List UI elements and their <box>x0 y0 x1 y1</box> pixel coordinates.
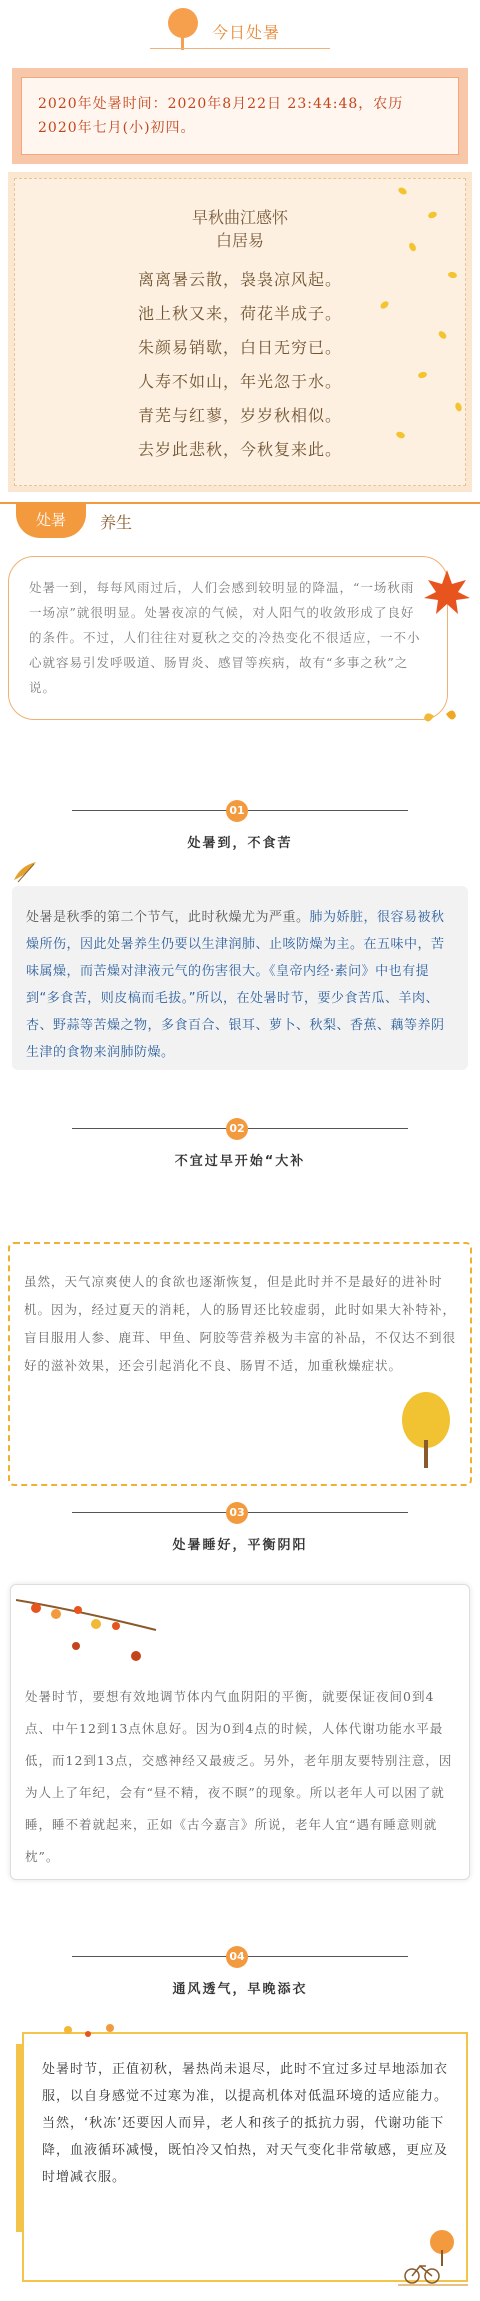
heading-line <box>72 1956 232 1957</box>
item-title: 处暑睡好，平衡阴阳 <box>172 1538 308 1553</box>
header-divider <box>150 48 330 49</box>
heading-line <box>72 1128 232 1129</box>
item-number-badge: 02 <box>226 1118 248 1140</box>
heading-line <box>248 1956 408 1957</box>
poem-line: 池上秋又来，荷花半成子。 <box>137 304 342 323</box>
intro-paragraph: 处暑一到，每每风雨过后，人们会感到较明显的降温，“一场秋雨一场凉”就很明显。处暑夜凉的气候，对人阳气的收敛形成了良好的条件。不过，人们往往对夏秋之交的冷热变化不很适应，一不小心就容易引发呼吸道、肠胃炎、感冒等疾病，故有“多事之秋”之说。 <box>8 556 448 720</box>
item-number-badge: 04 <box>226 1946 248 1968</box>
item-number-badge: 03 <box>226 1502 248 1524</box>
poem-line: 人寿不如山，年光忽于水。 <box>137 372 342 391</box>
page-title: 今日处暑 <box>212 23 281 42</box>
item-paragraph: 虽然，天气凉爽使人的食欲也逐渐恢复，但是此时并不是最好的进补时机。因为，经过夏天的消耗，人的肠胃还比较虚弱，此时如果大补特补，盲目服用人参、鹿茸、甲鱼、阿胶等营养极为丰富的补品，不仅达不到很好的滋补效果，还会引起消化不良、肠胃不适，加重秋燥症状。 <box>24 1274 457 1373</box>
item-heading-01 <box>0 800 480 850</box>
umbrella-logo-icon <box>168 8 198 38</box>
solar-term-time-box <box>12 68 468 164</box>
poem-line: 青芜与红蓼，岁岁秋相似。 <box>137 406 342 425</box>
heading-line <box>248 1512 408 1513</box>
autumn-branch-icon <box>16 1590 166 1670</box>
page-header <box>0 0 480 60</box>
item-paragraph: 处暑时节，正值初秋，暑热尚未退尽，此时不宜过多过早地添加衣服，以自身感觉不过寒为准，以提高机体对低温环境的适应能力。当然，‘秋冻’还要因人而异，老人和孩子的抵抗力弱，代谢功能下降，血液循环减慢，既怕冷又怕热，对天气变化非常敏感，更应及时增减衣服。 <box>42 2062 449 2185</box>
item-heading-03 <box>0 1502 480 1552</box>
poem-line: 朱颜易销歇，白日无穷已。 <box>137 338 342 357</box>
section-badge: 处暑 <box>16 504 86 538</box>
poem-title: 早秋曲江感怀 <box>191 208 288 227</box>
poem-card <box>8 172 472 492</box>
item-title: 处暑到，不食苦 <box>187 836 293 851</box>
poem-author: 白居易 <box>215 231 264 250</box>
poem-frame <box>14 178 466 486</box>
poem-line: 去岁此悲秋，今秋复来此。 <box>137 440 342 459</box>
section-header <box>0 502 480 538</box>
heading-line <box>248 1128 408 1129</box>
section-title: 养生 <box>100 513 133 532</box>
solar-term-time-text: 2020年处暑时间：2020年8月22日 23:44:48，农历2020年七月(小)初四。 <box>21 77 459 155</box>
falling-leaves-icon <box>60 2022 130 2042</box>
ginkgo-tree-icon <box>398 1390 454 1470</box>
item-title: 通风透气，早晚添衣 <box>172 1982 308 1997</box>
item-heading-04 <box>0 1946 480 1996</box>
bicycle-tree-icon <box>398 2228 468 2288</box>
item-paragraph: 处暑时节，要想有效地调节体内气血阴阳的平衡，就要保证夜间0到4点、中午12到13点休息好。因为0到4点的时候，人体代谢功能水平最低，而12到13点，交感神经又最疲乏。另外，老年朋友要特别注意，因为人上了年纪，会有“昼不精，夜不瞑”的现象。所以老年人可以困了就睡，睡不着就起来，正如《古今嘉言》所说，老年人宜“遇有睡意则就枕”。 <box>25 1689 453 1864</box>
heading-line <box>248 810 408 811</box>
item-title: 不宜过早开始“大补 <box>174 1154 306 1169</box>
item-paragraph-highlight: 肺为娇脏，很容易被秋燥所伤，因此处暑养生仍要以生津润肺、止咳防燥为主。在五味中，苦味属燥，而苦燥对津液元气的伤害很大。《皇帝内经·素问》中也有提到“多食苦，则皮槁而毛拔。”所以，在处暑时节，要少食苦瓜、羊肉、杏、野蒜等苦燥之物，多食百合、银耳、萝卜、秋梨、香蕉、藕等养阴生津的食物来润肺防燥。 <box>26 910 445 1060</box>
item-card-01 <box>12 886 468 1070</box>
item-paragraph-part: 处暑是秋季的第二个节气，此时秋燥尤为严重。 <box>26 910 310 925</box>
maple-leaf-icon <box>422 568 472 618</box>
ginkgo-leaf-icon <box>420 702 460 742</box>
heading-line <box>72 1512 232 1513</box>
item-heading-02 <box>0 1118 480 1168</box>
poem-line: 离离暑云散，袅袅凉风起。 <box>137 270 342 289</box>
heading-line <box>72 810 232 811</box>
autumn-leaves-icon <box>10 858 40 884</box>
item-number-badge: 01 <box>226 800 248 822</box>
